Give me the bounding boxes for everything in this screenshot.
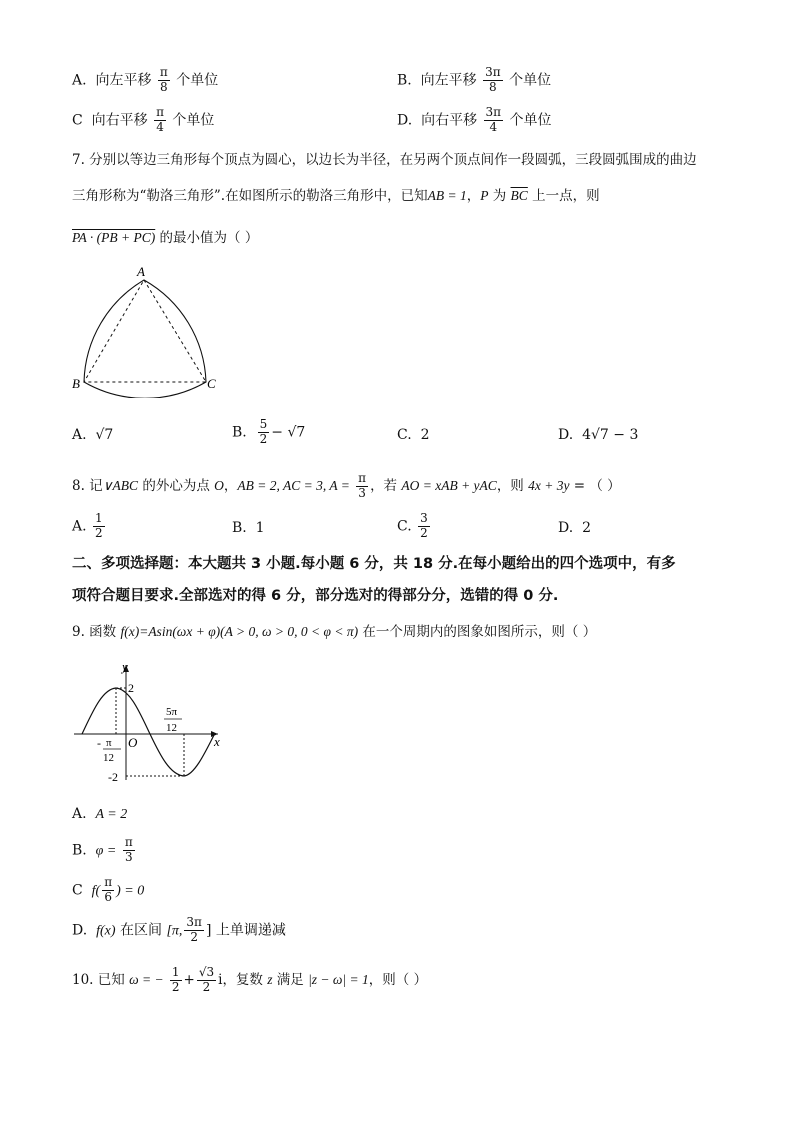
option-text: 向右平移 [91,112,148,129]
q6-option-a[interactable] [72,66,218,95]
q7-line-3: PA · (PB + PC) 的最小值为（ ） [72,230,259,246]
section-2-heading-line-1: 二、多项选择题：本大题共 3 小题.每小题 6 分，共 18 分.在每小题给出的四个选项中，有多 [72,556,676,572]
q9-option-b[interactable]: B. φ = $\frac{\pi}{3}$ [72,835,133,864]
fraction: $\frac{\pi}{4}$ [156,105,164,134]
q8-stem: 8. 记∨ABC 的外心为点 O，AB = 2, AC = 3, A = $\frac{\pi}{3}$ ，若 AO = xAB + yAC，则 4x + 3y = （ ） [72,471,621,500]
left-tick-num: π [106,737,112,749]
reuleaux-triangle-figure [68,262,228,398]
left-tick-sign: - [97,736,101,750]
option-text: 个单位 [176,72,219,89]
option-label: C [72,112,83,129]
q7-option-c[interactable]: C. 2 [397,427,430,443]
x-axis-label: x [214,734,220,749]
left-tick-den: 12 [103,752,114,764]
option-label: A. [72,72,87,89]
q10-stem: 10. 已知 ω = − $\frac{1}{2}$ + $\frac{√3}{2}$ i，复数 z 满足 |z − ω| = 1，则（ ） [72,965,428,994]
q8-option-a[interactable]: A. $\frac{1}{2}$ [72,511,103,540]
vector-expression: PA · (PB + PC) [72,230,156,245]
fraction: $\frac{3\pi}{8}$ [485,65,501,94]
y-min-label: -2 [108,770,118,784]
q9-option-c[interactable]: C f( $\frac{\pi}{6}$ ) = 0 [72,875,145,904]
vertex-label-a: A [137,264,145,279]
q7-line-2: 三角形称为“勒洛三角形”.在如图所示的勒洛三角形中，已知AB = 1，P 为 $\overline{BC}$ 上一点，则 [72,188,600,204]
q8-option-c[interactable]: C. $\frac{3}{2}$ [397,511,428,540]
q7-line-1: 7. 分别以等边三角形每个顶点为圆心，以边长为半径，在另两个顶点间作一段圆弧，三段圆弧围成的曲边 [72,152,697,168]
vertex-label-c: C [207,376,216,391]
section-2-heading-line-2: 项符合题目要求.全部选对的得 6 分，部分选对的得部分分，选错的得 0 分. [72,588,559,604]
origin-label: O [128,735,138,750]
q7-option-b[interactable]: B. $\frac{5}{2}$ − √7 [232,417,306,446]
q7-option-a[interactable]: A. √7 [72,427,114,443]
q9-stem: 9. 函数 f(x)=Asin(ωx + φ)(A > 0, ω > 0, 0 < φ < π) 在一个周期内的图象如图所示，则（ ） [72,624,597,640]
option-text: 向左平移 [95,72,152,89]
equilateral-triangle [84,280,206,382]
option-label: B. [397,72,412,89]
reuleaux-outline [84,280,206,398]
option-text: 向左平移 [420,72,477,89]
q8-option-b[interactable]: B. 1 [232,520,265,536]
right-tick-num: 5π [166,706,178,718]
q9-option-a[interactable]: A. A = 2 [72,806,128,822]
vertex-label-b: B [72,376,80,391]
option-text: 个单位 [172,112,215,129]
sine-curve [82,688,214,776]
right-tick-den: 12 [166,722,177,734]
fraction: $\frac{\pi}{8}$ [159,65,168,94]
q8-option-d[interactable]: D. 2 [558,520,592,536]
option-label: D. [397,112,413,129]
option-text: 向右平移 [421,112,478,129]
q6-option-b[interactable] [397,66,551,95]
sine-graph-figure [68,655,228,785]
q6-option-d[interactable] [397,106,552,135]
q6-option-c[interactable] [72,106,214,135]
q9-option-d[interactable]: D. f(x) 在区间 [π, $\frac{3\pi}{2}$ ] 上单调递减 [72,915,286,944]
option-text: 个单位 [509,72,552,89]
y-max-label: 2 [128,681,134,695]
q7-option-d[interactable]: D. 4√7 − 3 [558,427,639,443]
option-text: 个单位 [509,112,552,129]
fraction: $\frac{3\pi}{4}$ [485,105,502,134]
y-axis-label: y [122,659,128,674]
